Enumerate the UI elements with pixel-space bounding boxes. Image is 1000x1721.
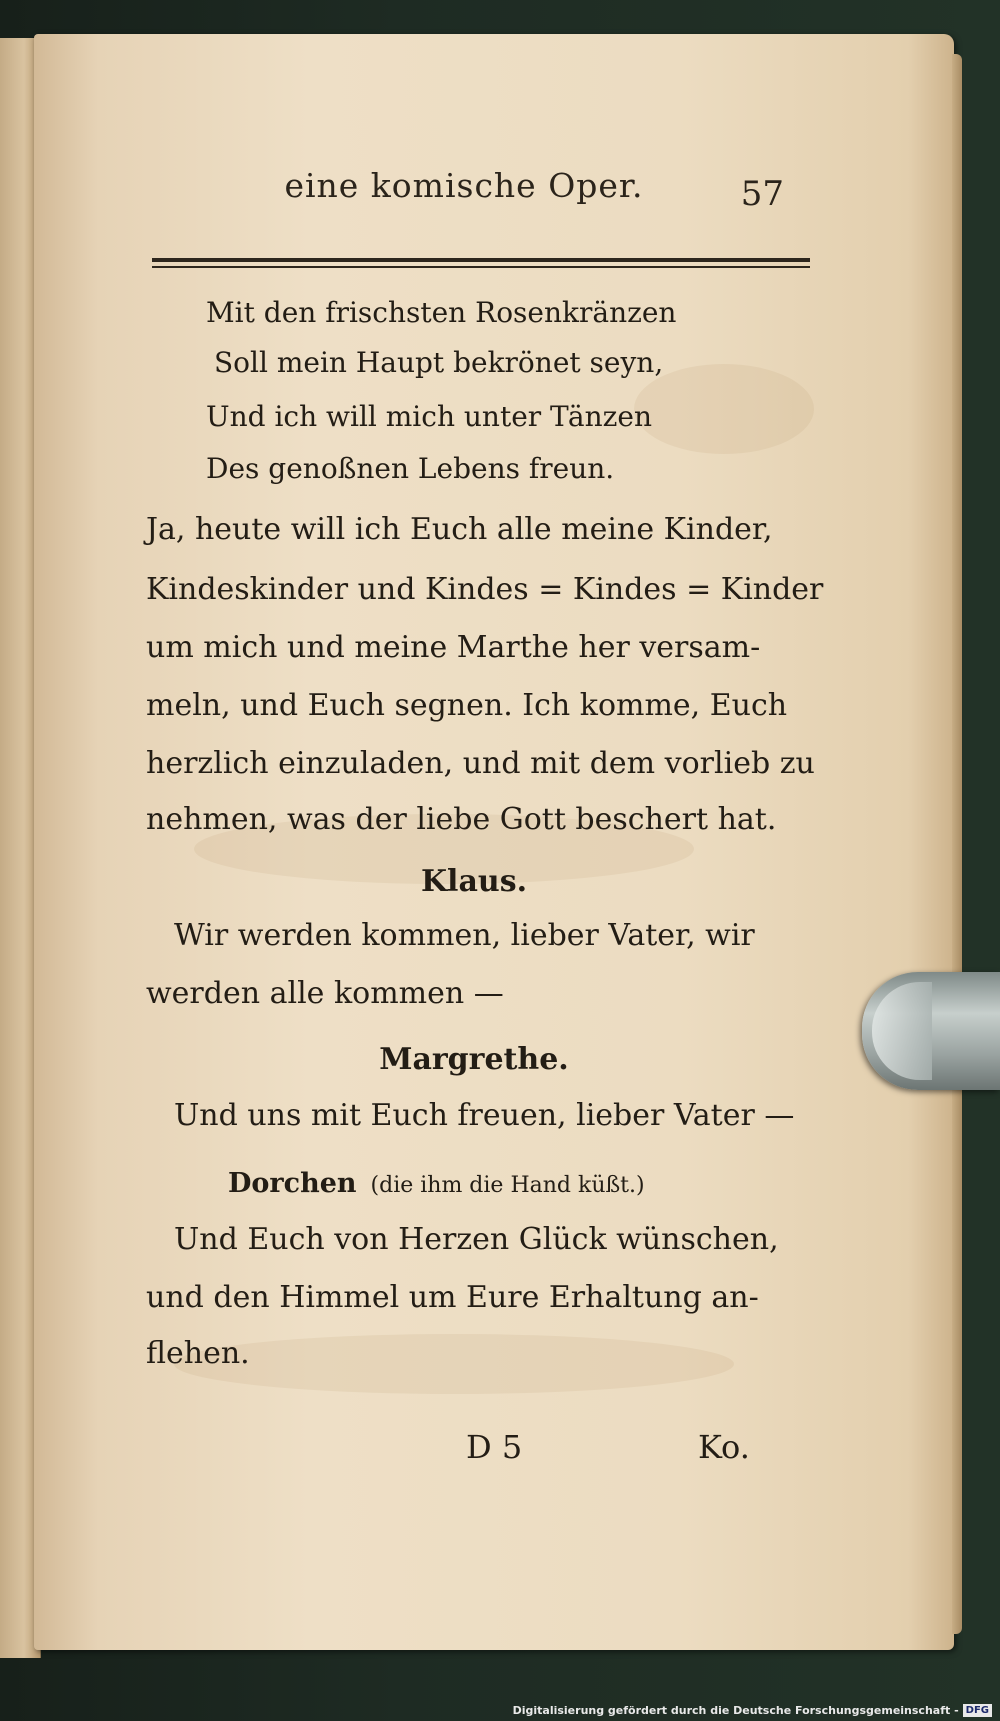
prose-line: flehen. — [146, 1336, 250, 1371]
prose-line: meln, und Euch segnen. Ich komme, Euch — [146, 688, 788, 723]
prose-line: werden alle kommen — — [146, 976, 504, 1011]
book-page — [34, 34, 954, 1650]
header-rule — [152, 258, 810, 262]
prose-line: nehmen, was der liebe Gott beschert hat. — [146, 802, 777, 837]
prose-line: Kindeskinder und Kindes = Kindes = Kinder — [146, 572, 824, 607]
prose-line: Und uns mit Euch freuen, lieber Vater — — [174, 1098, 795, 1133]
speaker-name: Klaus. — [420, 864, 528, 899]
page-clip — [862, 972, 1000, 1090]
paper-stain — [174, 1334, 734, 1394]
funding-note: Digitalisierung gefördert durch die Deutsche Forschungsgemeinschaft - — [512, 1703, 959, 1717]
poem-line: Soll mein Haupt bekrönet seyn, — [214, 346, 664, 379]
running-title: eine komische Oper. — [284, 166, 644, 205]
poem-line: Mit den frischsten Rosenkränzen — [206, 296, 677, 329]
speaker-name: Margrethe. — [379, 1042, 569, 1077]
page-number: 57 — [740, 174, 784, 214]
page-edge — [952, 54, 962, 1634]
signature-mark: D 5 — [466, 1428, 523, 1466]
prose-line: Wir werden kommen, lieber Vater, wir — [174, 918, 755, 953]
speaker-name: Dorchen — [228, 1168, 357, 1199]
header-rule-thin — [152, 266, 810, 268]
prose-line: Ja, heute will ich Euch alle meine Kinder, — [146, 512, 773, 547]
catchword: Ko. — [698, 1428, 750, 1466]
clip-highlight — [872, 982, 932, 1080]
speaker-with-direction — [228, 1168, 645, 1199]
prose-line: um mich und meine Marthe her versam- — [146, 630, 761, 665]
poem-line: Des genoßnen Lebens freun. — [206, 452, 615, 485]
dfg-logo: DFG — [963, 1704, 992, 1717]
prose-line: herzlich einzuladen, und mit dem vorlieb zu — [146, 746, 815, 781]
prose-line: Und Euch von Herzen Glück wünschen, — [174, 1222, 779, 1257]
stage-direction: (die ihm die Hand küßt.) — [370, 1173, 645, 1198]
poem-line: Und ich will mich unter Tänzen — [206, 400, 653, 433]
scan-footer — [0, 1699, 1000, 1721]
prose-line: und den Himmel um Eure Erhaltung an- — [146, 1280, 759, 1315]
